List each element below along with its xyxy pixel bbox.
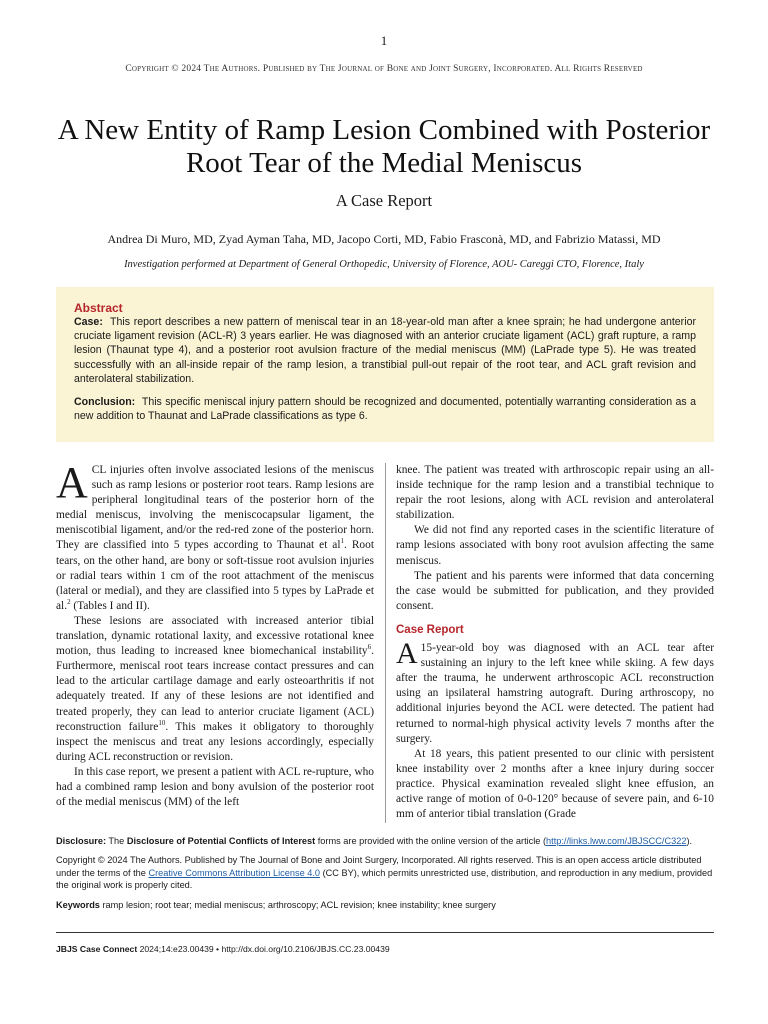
abstract-case-text: This report describes a new pattern of meniscal tear in an 18-year-old man after a knee sprain; he had undergone anterior cruciate ligament revision (ACL-R) 3 years earlier. He was diagnosed with an anterior cruciate ligament (ACL) graft rupture, a ramp lesion (Thaunat type 4), and a posterior root avulsion fracture of the medial meniscus (MM) (LaPrade type 5). He was treated successfully with an all-inside repair of the ramp lesion, a transtibial pull-out repair of the root tear, and ACL graft revision and anterolateral stabilization. — [74, 316, 696, 385]
article-title: A New Entity of Ramp Lesion Combined with Posterior Root Tear of the Medial Meniscus — [57, 114, 711, 179]
header-copyright: Copyright © 2024 The Authors. Published by The Journal of Bone and Joint Surgery, Incorporated. All Rights Reserved — [125, 64, 643, 74]
disclosure-text: ). — [686, 836, 693, 846]
case-paragraph-2: At 18 years, this patient presented to our clinic with persistent knee instability over 2 months after a knee injury during soccer practice. Physical examination revealed slight knee effusion, an active range of motion of 0-0-120° because of severe pain, and 6-10 mm of anterior tibial translation (Grade — [396, 747, 714, 821]
case-text: 15-year-old boy was diagnosed with an ACL tear after sustaining an injury to the left knee while skiing. A few days after the trauma, he underwent arthroscopic ACL reconstruction using an ipsilateral hamstring autograft. During arthroscopy, no additional injuries beyond the ACL were detected. The patient had returned to normal-high physical activity levels 7 months after the surgery. — [396, 642, 714, 745]
abstract-heading: Abstract — [74, 301, 123, 315]
intro-text: (Tables I and II). — [70, 599, 150, 612]
intro-paragraph-4: knee. The patient was treated with arthroscopic repair using an all-inside technique for the ramp lesion and a transtibial technique to repair the root lesions, along with ACL revision and anterolateral stabilization. — [396, 464, 714, 522]
keywords-label: Keywords — [56, 899, 100, 910]
reference-1: 1 — [340, 537, 345, 546]
abstract-case-label: Case: — [74, 316, 103, 328]
abstract-conclusion-text: This specific meniscal injury pattern should be recognized and documented, potentially warranting consideration as a new addition to Thaunat and LaPrade classifications as type 6. — [74, 396, 696, 423]
disclosure-label: Disclosure: — [56, 836, 107, 846]
reference-6: 6 — [367, 643, 372, 652]
abstract-conclusion — [74, 395, 696, 423]
dropcap: A — [56, 458, 88, 507]
article-subtitle: A Case Report — [335, 191, 433, 210]
disclosure-link[interactable]: http://links.lww.com/JBJSCC/C322 — [546, 836, 687, 846]
license-text: (CC BY), which permits unrestricted use, distribution, and reproduction in any medium, provided the original work is properly cited. — [56, 867, 713, 891]
page-number: 1 — [380, 33, 388, 48]
author-list: Andrea Di Muro, MD, Zyad Ayman Taha, MD, Jacopo Corti, MD, Fabio Frasconà, MD, and Fabrizio Matassi, MD — [107, 232, 661, 246]
reference-2: 2 — [67, 598, 71, 607]
intro-paragraph-3: In this case report, we present a patient with ACL re-rupture, who had a combined ramp lesion and bony avulsion of the posterior root of the medial meniscus (MM) of the left — [56, 765, 374, 809]
abstract-conclusion-label: Conclusion: — [74, 396, 136, 409]
column-divider — [385, 463, 386, 823]
journal-name: JBJS Case Connect — [56, 944, 138, 954]
intro-text: CL injuries often involve associated lesions of the meniscus such as ramp lesions or posterior root tears. Ramp lesions are peripheral longitudinal tears of the posterior horn of the medial meniscus, involving the meniscocapsular ligament, the meniscotibial ligament, and/or the red-red zone of the posterior horn. They are classified into 5 types according to Thaunat et al — [56, 464, 374, 552]
intro-text: These lesions are associated with increased anterior tibial translation, dynamic rotational laxity, and excessive rotational knee motion, thus leading to increased knee biomechanical instability — [56, 614, 374, 658]
intro-text: . Furthermore, meniscal root tears increase contact pressures and can lead to the articular cartilage damage and early osteoarthritis if not adequately treated. If any of these lesions are not identified and treated properly, they can lead to anterior cruciate ligament (ACL) reconstruction failure — [56, 645, 374, 733]
disclosure-text: forms are provided with the online version of the article ( — [315, 836, 547, 846]
intro-paragraph-1 — [56, 458, 374, 614]
case-report-heading: Case Report — [396, 623, 464, 636]
footnotes — [56, 835, 714, 918]
license-link[interactable]: Creative Commons Attribution License 4.0 — [148, 867, 321, 878]
body-column-right — [396, 463, 714, 822]
intro-paragraph-2 — [56, 614, 374, 765]
affiliation: Investigation performed at Department of General Orthopedic, University of Florence, AOU- Careggi CTO, Florence, Italy — [124, 259, 644, 270]
keywords-text: ramp lesion; root tear; medial meniscus; arthroscopy; ACL revision; knee instability; knee surgery — [99, 899, 496, 910]
dropcap: A — [396, 637, 418, 671]
case-paragraph-1 — [396, 637, 714, 747]
citation: 2024;14:e23.00439 — [137, 944, 214, 954]
keywords-note — [56, 899, 714, 911]
disclosure-bold: Disclosure of Potential Conflicts of Interest — [126, 836, 316, 846]
intro-text: . Root tears, on the other hand, are bony or soft-tissue root avulsion injuries or radial tears within 1 cm of the root attachment of the meniscus (lateral or medial), and they are classified into 5 types by LaPrade et al. — [56, 539, 374, 612]
intro-text: . This makes it obligatory to thoroughly inspect the meniscus and treat any lesions accordingly, especially during ACL reconstruction or revision. — [56, 720, 374, 763]
disclosure-note — [56, 835, 714, 847]
body-column-left — [56, 458, 374, 810]
license-note — [56, 854, 714, 891]
abstract-box — [56, 287, 714, 442]
doi-link[interactable]: http://dx.doi.org/10.2106/JBJS.CC.23.00439 — [221, 944, 390, 954]
license-text: Copyright © 2024 The Authors. Published by The Journal of Bone and Joint Surgery, Incorporated. All rights reserved. This is an open access article distributed under the terms of the — [56, 855, 702, 878]
reference-10: 10 — [158, 718, 166, 727]
intro-paragraph-6: The patient and his parents were informed that data concerning the case would be submitted for publication, and they provided consent. — [396, 569, 714, 612]
footer-rule — [56, 932, 714, 933]
disclosure-text: The — [106, 836, 127, 846]
intro-paragraph-5: We did not find any reported cases in the scientific literature of ramp lesions associated with bony root avulsion affecting the same meniscus. — [396, 524, 714, 567]
page-footer — [56, 944, 714, 954]
bullet-separator: • — [213, 944, 222, 954]
abstract-case — [74, 315, 696, 386]
